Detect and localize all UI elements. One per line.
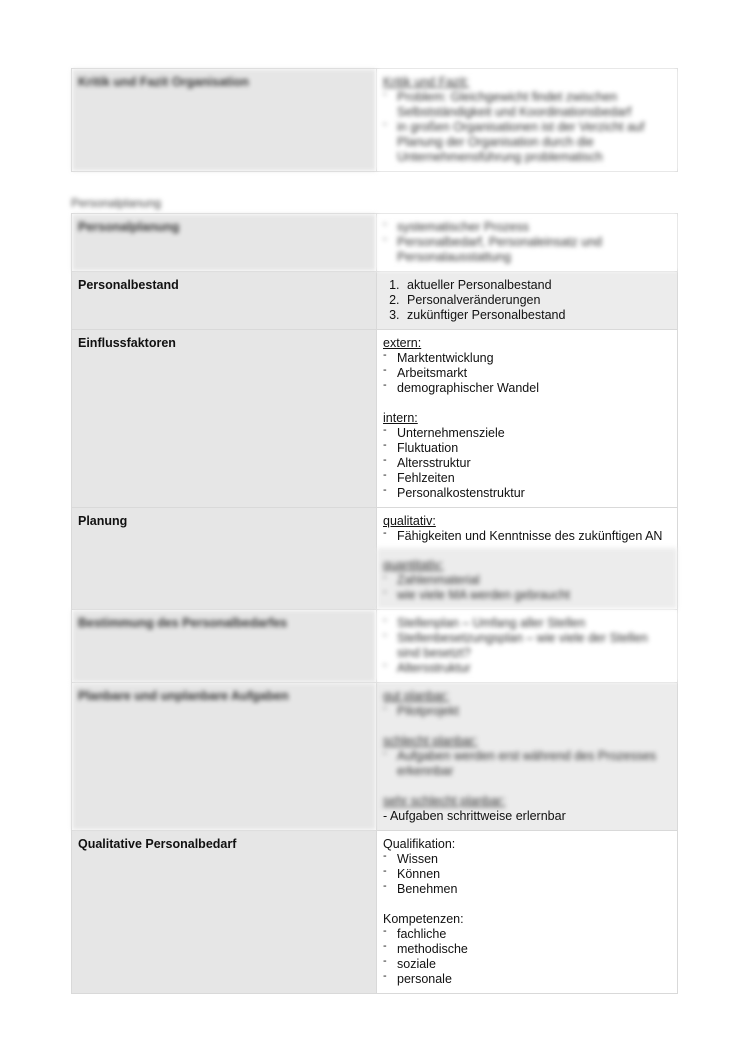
row-value [377,69,678,172]
row-key [72,508,377,610]
table-row [72,214,678,272]
list-item: - Altersstruktur [383,456,671,471]
schlecht-label: schlecht planbar: [383,734,478,748]
table-row [72,330,678,508]
value-heading: Kritik und Fazit: [383,75,470,89]
row-key: Einflussfaktoren [72,330,377,508]
sehr-text: - Aufgaben schrittweise erlernbar [383,809,566,823]
list-item: - Personalbedarf, Personaleinsatz und Personalausstattung [383,235,671,265]
row-key-label: Planung [78,514,128,528]
list-item: - soziale [383,957,671,972]
row-value [377,831,678,994]
list-item: - Personalkostenstruktur [383,486,671,501]
list-item: - Altersstruktur [383,661,671,676]
table-row [72,69,678,172]
list-item: - Fehlzeiten [383,471,671,486]
table-row [72,508,678,610]
row-value [377,272,678,330]
list-item: 2. Personalveränderungen [403,293,671,308]
row-value [377,330,678,508]
list-item: - Unternehmensziele [383,426,671,441]
list-item: - Benehmen [383,882,671,897]
row-key: Planbare und unplanbare Aufgaben [72,683,377,831]
list-item: - in großen Organisationen ist der Verzicht auf Planung der Organisation durch die Unternehmensführung problematisch [383,120,671,165]
personalplanung-table [71,213,678,994]
list-item: - Marktentwicklung [383,351,671,366]
intern-label: intern: [383,411,418,425]
list-item: - Können [383,867,671,882]
list-item: - methodische [383,942,671,957]
quantitativ-label: quantitativ: [383,558,444,572]
list-item: - Fähigkeiten und Kenntnisse des zukünftigen AN [383,529,671,544]
list-item: - Wissen [383,852,671,867]
row-value [377,508,678,610]
list-item: - Aufgaben werden erst während des Prozesses erkennbar [383,749,671,779]
row-key: Personalplanung [72,214,377,272]
qualifikation-label: Qualifikation: [383,837,456,851]
list-item: - Arbeitsmarkt [383,366,671,381]
list-item: - fachliche [383,927,671,942]
list-item: - systematischer Prozess [383,220,671,235]
list-item: - Problem: Gleichgewicht findet zwischen Selbstständigkeit und Koordinationsbedarf [383,90,671,120]
table-row [72,610,678,683]
table-row [72,272,678,330]
row-value [377,610,678,683]
table-row [72,683,678,831]
list-item: - personale [383,972,671,987]
row-value [377,683,678,831]
row-value [377,214,678,272]
list-item: - Stellenplan – Umfang aller Stellen [383,616,671,631]
kompetenzen-label: Kompetenzen: [383,912,464,926]
row-key: Kritik und Fazit Organisation [72,69,377,172]
organisation-table [71,68,678,172]
gut-label: gut planbar: [383,689,450,703]
list-item: - Zahlenmaterial [383,573,671,588]
list-item: - demographischer Wandel [383,381,671,396]
table-row [72,831,678,994]
list-item: - Fluktuation [383,441,671,456]
list-item: 1. aktueller Personalbestand [403,278,671,293]
row-key: Qualitative Personalbedarf [72,831,377,994]
list-item: 3. zukünftiger Personalbestand [403,308,671,323]
row-key: Bestimmung des Personalbedarfes [72,610,377,683]
sehr-label: sehr schlecht planbar: [383,794,506,808]
qualitativ-label: qualitativ: [383,514,436,528]
extern-label: extern: [383,336,422,350]
row-key: Personalbestand [72,272,377,330]
list-item: - Stellenbesetzungsplan – wie viele der Stellen sind besetzt? [383,631,671,661]
list-item: - wie viele MA werden gebraucht [383,588,671,603]
section-heading: Personalplanung [71,196,162,210]
list-item: - Pilotprojekt [383,704,671,719]
